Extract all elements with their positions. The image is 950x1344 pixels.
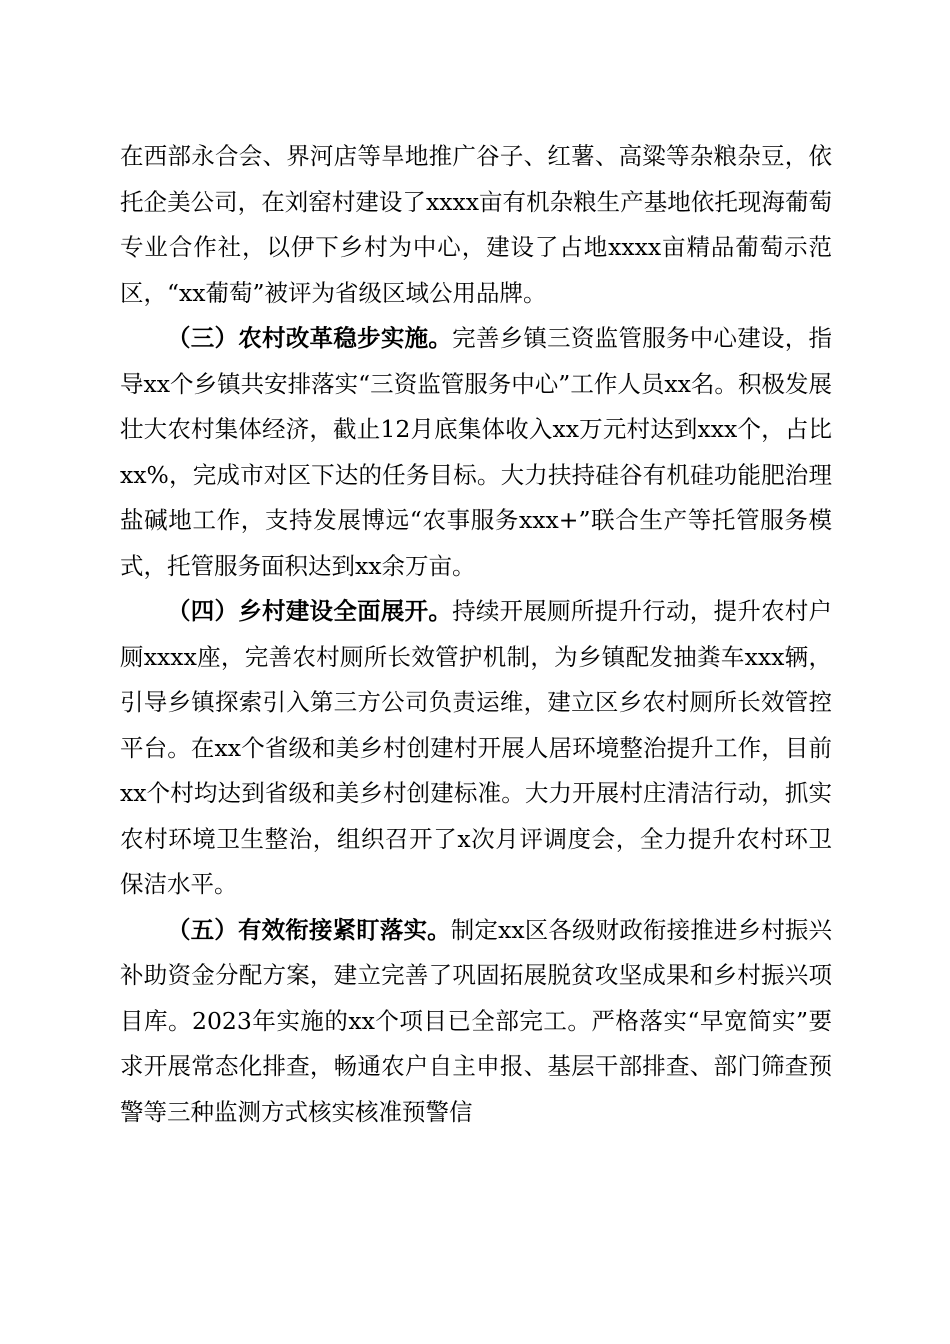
- paragraph-effective-connection: [120, 908, 832, 1136]
- paragraph-rural-reform: [120, 316, 832, 589]
- section-heading-4: （四）乡村建设全面展开。: [167, 597, 453, 625]
- paragraph-text: 持续开展厕所提升行动，提升农村户厕xxxx座，完善农村厕所长效管护机制，为乡镇配发抽粪车xxx辆，引导乡镇探索引入第三方公司负责运维，建立区乡农村厕所长效管控平台。在xx个省级和美乡村创建村开展人居环境整治提升工作，目前xx个村均达到省级和美乡村创建标准。大力开展村庄清洁行动，抓实农村环境卫生整治，组织召开了x次月评调度会，全力提升农村环卫保洁水平。: [120, 597, 833, 898]
- document-body: [120, 134, 832, 1135]
- paragraph-text: 在西部永合会、界河店等旱地推广谷子、红薯、高粱等杂粮杂豆，依托企美公司，在刘窑村建设了xxxx亩有机杂粮生产基地依托现海葡萄专业合作社，以伊下乡村为中心，建设了占地xxxx亩精品葡萄示范区，“xx葡萄”被评为省级区域公用品牌。: [120, 142, 832, 307]
- paragraph-text: 完善乡镇三资监管服务中心建设，指导xx个乡镇共安排落实“三资监管服务中心”工作人员xx名。积极发展壮大农村集体经济，截止12月底集体收入xx万元村达到xxx个，占比xx%，完成市对区下达的任务目标。大力扶持硅谷有机硅功能肥治理盐碱地工作，支持发展博远“农事服务xxx+”联合生产等托管服务模式，托管服务面积达到xx余万亩。: [120, 324, 833, 580]
- paragraph-rural-construction: [120, 589, 832, 908]
- section-heading-5: （五）有效衔接紧盯落实。: [167, 915, 451, 944]
- paragraph-crop-promotion: [120, 134, 832, 316]
- section-heading-3: （三）农村改革稳步实施。: [167, 324, 453, 352]
- paragraph-text: 制定xx区各级财政衔接推进乡村振兴补助资金分配方案，建立完善了巩固拓展脱贫攻坚成果和乡村振兴项目库。2023年实施的xx个项目已全部完工。严格落实“早宽简实”要求开展常态化排查，畅通农户自主申报、基层干部排查、部门筛查预警等三种监测方式核实核准预警信: [120, 915, 833, 1126]
